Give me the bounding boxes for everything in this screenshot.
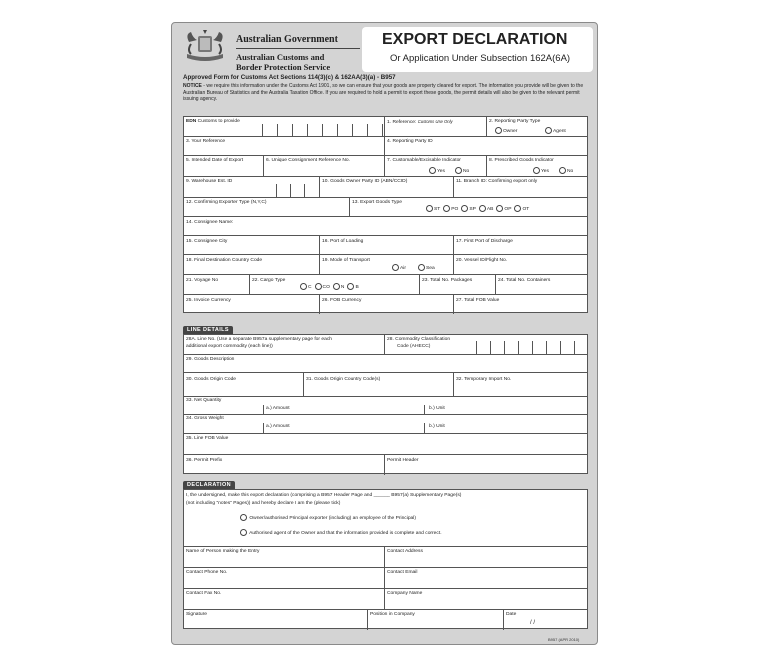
line-details-panel	[183, 334, 588, 474]
person-name-label: Name of Person making the Entry	[186, 549, 260, 554]
edn-tick	[292, 124, 293, 136]
cell-vessel-id[interactable]	[454, 255, 589, 274]
cargo-type-option-co	[315, 283, 330, 290]
prescribed-no-label: No	[567, 168, 574, 174]
header-fields-panel	[183, 116, 588, 313]
contact-fax-label: Contact Fax No.	[186, 591, 222, 596]
row-name-address	[184, 547, 587, 568]
total-containers-label: 24. Total No. Containers	[498, 278, 551, 283]
ahecc-label: 28. Commodity Classification	[387, 337, 451, 342]
cell-intended-date[interactable]	[184, 156, 264, 176]
government-name: Australian Government	[236, 34, 338, 45]
date-separators: / /	[530, 620, 536, 626]
goods-type-label-st: ST	[434, 206, 441, 212]
destination-country-label: 18. Final Destination Country Code	[186, 258, 263, 263]
form-subtitle: Or Application Under Subsection 162A(6A)	[390, 53, 571, 64]
gross-weight-label: 34. Gross Weight	[186, 416, 224, 421]
form-code-footer: B957 (APR 2010)	[548, 637, 580, 642]
owner-label: Owner	[503, 128, 518, 134]
cell-confirming-exporter[interactable]	[184, 198, 350, 216]
contact-phone-label: Contact Phone No.	[186, 570, 228, 575]
goods-type-radio-st[interactable]	[426, 205, 433, 212]
invoice-currency-label: 25. Invoice Currency	[186, 298, 231, 303]
notice-label: NOTICE	[183, 83, 202, 89]
contact-address-label: Contact Address	[387, 549, 423, 554]
cell-ucr[interactable]	[264, 156, 385, 176]
goods-type-radio-sp[interactable]	[461, 205, 468, 212]
reporting-party-id-label: 4. Reporting Party ID	[387, 139, 433, 144]
ahecc-tick	[490, 341, 491, 354]
row-signature	[184, 610, 587, 630]
confirming-exporter-label: 12. Confirming Exporter Type (N,Y,C)	[186, 200, 267, 205]
row-15-17	[184, 236, 587, 255]
warehouse-label: 9. Warehouse Est. ID	[186, 179, 233, 184]
cell-ahecc[interactable]	[385, 335, 589, 354]
line-no-label: 28A. Line No. (Use a separate B957a supplementary page for each	[186, 337, 332, 342]
edn-tick	[382, 124, 383, 136]
total-fob-label: 27. Total FOB Value	[456, 298, 500, 303]
cell-reporting-party-id[interactable]	[385, 137, 589, 155]
cargo-type-label-co: CO	[322, 284, 330, 290]
cell-your-reference[interactable]	[184, 137, 385, 155]
export-goods-type-options	[426, 205, 532, 212]
net-amount-label: a.) Amount	[266, 406, 290, 411]
goods-type-label-op: OP	[504, 206, 512, 212]
prescribed-yes-label: Yes	[541, 168, 549, 174]
temp-import-label: 32. Temporary Import No.	[456, 377, 512, 382]
goods-type-label-ot: OT	[522, 206, 530, 212]
edn-tick	[352, 124, 353, 136]
cell-goods-description[interactable]	[184, 355, 589, 372]
total-packages-label: 23. Total No. Packages	[422, 278, 473, 283]
cell-mode-of-transport	[320, 255, 454, 274]
ahecc-label-2: Code (AHECC)	[397, 344, 431, 349]
prescribed-label: 8. Prescribed Goods Indicator	[489, 158, 554, 163]
cell-consignee-city[interactable]	[184, 236, 320, 254]
owner-principal-radio[interactable]	[240, 514, 247, 521]
cell-person-name[interactable]	[184, 547, 385, 567]
edn-tick	[322, 124, 323, 136]
branch-id-label: 11. Branch ID: Confirming export only	[456, 179, 538, 184]
row-12-13	[184, 198, 587, 217]
declaration-text-2: (not including "notes" Pages)) and hereby declare I am the (please tick)	[186, 501, 341, 506]
gross-unit-label: b.) Unit	[429, 424, 445, 429]
cell-branch-id[interactable]	[454, 177, 589, 197]
prescribed-yes-radio[interactable]	[533, 167, 540, 174]
cell-cargo-type	[250, 275, 420, 294]
cell-permit-prefix[interactable]	[184, 455, 385, 475]
approved-form-line: Approved Form for Customs Act Sections 114(3)(c) & 162AA(3)(a) - B957	[183, 74, 396, 81]
goods-description-label: 29. Goods Description	[186, 357, 235, 362]
cell-export-goods-type	[350, 198, 589, 216]
ahecc-tick	[504, 341, 505, 354]
consignee-city-label: 15. Consignee City	[186, 239, 228, 244]
customable-yes-label: Yes	[437, 168, 445, 174]
cell-prescribed	[487, 156, 589, 176]
reporting-party-type-label: 2. Reporting Party Type	[489, 119, 541, 124]
signature-label: Signature	[186, 612, 207, 617]
row-36	[184, 455, 587, 475]
notice-body: - we require this information under the Customs Act 1901, so we can ensure that your goods are property cleared for export. The information you provide will be given to the Australian Bureau of Statistics and the Australia Taxation Office. If you are required to hold a permit to export these goods, the permit details will also be given to the relevant permit issuing agency.	[183, 83, 584, 103]
prescribed-no-radio[interactable]	[559, 167, 566, 174]
goods-type-radio-ot[interactable]	[514, 205, 521, 212]
row-33	[184, 397, 587, 415]
cell-fob-currency[interactable]	[320, 295, 454, 314]
cargo-type-option-n	[333, 283, 345, 290]
line-details-tag: LINE DETAILS	[183, 326, 233, 334]
cell-port-of-loading[interactable]	[320, 236, 454, 254]
mode-of-transport-label: 19. Mode of Transport	[322, 258, 370, 263]
consignee-name-label: 14. Consignee Name:	[186, 220, 234, 225]
cargo-type-radio-co[interactable]	[315, 283, 322, 290]
owner-radio[interactable]	[495, 127, 502, 134]
permit-prefix-label: 36. Permit Prefix	[186, 458, 223, 463]
port-of-loading-label: 16. Port of Loading	[322, 239, 364, 244]
header-divider	[236, 48, 360, 49]
row-30-32	[184, 373, 587, 397]
ahecc-tick	[560, 341, 561, 354]
goods-origin-label: 30. Goods Origin Code	[186, 377, 237, 382]
cell-edn[interactable]	[184, 117, 385, 136]
cell-reference[interactable]	[385, 117, 487, 136]
goods-type-option-po	[443, 205, 458, 212]
goods-type-radio-po[interactable]	[443, 205, 450, 212]
row-25-27	[184, 295, 587, 314]
row-18-20	[184, 255, 587, 275]
fob-currency-label: 26. FOB Currency	[322, 298, 362, 303]
customable-no-label: No	[463, 168, 470, 174]
goods-origin-country-label: 31. Goods Origin Country Code(s)	[306, 377, 381, 382]
cell-goods-owner[interactable]	[320, 177, 454, 197]
row-5-8	[184, 156, 587, 177]
net-quantity-label: 33. Net Quantity	[186, 398, 222, 403]
cell-voyage[interactable]	[184, 275, 250, 294]
gross-weight-amount-cell[interactable]	[263, 423, 425, 434]
cell-date[interactable]	[504, 610, 589, 630]
goods-type-label-ab: AB	[486, 206, 494, 212]
cell-warehouse[interactable]	[184, 177, 320, 197]
cell-destination-country[interactable]	[184, 255, 320, 274]
goods-type-label-po: PO	[451, 206, 459, 212]
row-21-24	[184, 275, 587, 295]
port-of-discharge-label: 17. First Port of Discharge	[456, 239, 513, 244]
cell-total-containers[interactable]	[496, 275, 589, 294]
reference-label: 1. Reference:	[387, 120, 417, 125]
air-radio[interactable]	[392, 264, 399, 271]
goods-type-radio-ab[interactable]	[479, 205, 486, 212]
form-title: EXPORT DECLARATION	[382, 31, 568, 48]
row-35	[184, 434, 587, 455]
cargo-type-label-c: C	[308, 284, 312, 290]
permit-header-label: Permit Header	[387, 458, 419, 463]
cell-port-of-discharge[interactable]	[454, 236, 589, 254]
cell-goods-origin[interactable]	[184, 373, 304, 396]
cargo-type-option-c	[300, 283, 312, 290]
edn-tick	[277, 124, 278, 136]
line-no-label-2: additional export commodity (each line))	[186, 344, 273, 349]
position-label: Position in Company	[370, 612, 415, 617]
goods-type-option-sp	[461, 205, 476, 212]
cargo-type-radio-c[interactable]	[300, 283, 307, 290]
goods-type-option-ot	[514, 205, 529, 212]
customable-no-radio[interactable]	[455, 167, 462, 174]
edn-label: EDN	[186, 119, 197, 124]
owner-principal-label: Owner/authorised Principal exporter (including) an employee of the Principal)	[249, 515, 416, 521]
cell-consignee-name[interactable]	[184, 217, 589, 235]
cell-contact-phone[interactable]	[184, 568, 385, 588]
agency-name-line1: Australian Customs and	[236, 52, 325, 62]
air-label: Air	[400, 265, 406, 271]
cargo-type-label: 22. Cargo Type	[252, 278, 286, 283]
warehouse-tick	[304, 184, 305, 197]
notice-text	[183, 83, 588, 103]
row-fax-company	[184, 589, 587, 610]
agent-radio[interactable]	[545, 127, 552, 134]
cell-goods-origin-country[interactable]	[304, 373, 454, 396]
date-label: Date	[506, 612, 517, 617]
agent-label: Agent	[553, 128, 566, 134]
customable-label: 7. Customable/Excisable Indicator	[387, 158, 461, 163]
cargo-type-options	[300, 283, 362, 290]
ahecc-tick	[546, 341, 547, 354]
cargo-type-option-b	[347, 283, 358, 290]
customable-yes-radio[interactable]	[429, 167, 436, 174]
cell-temp-import[interactable]	[454, 373, 589, 396]
edn-tick	[262, 124, 263, 136]
cargo-type-radio-n[interactable]	[333, 283, 340, 290]
your-reference-label: 3. Your Reference	[186, 139, 226, 144]
cargo-type-radio-b[interactable]	[347, 283, 354, 290]
gross-amount-label: a.) Amount	[266, 424, 290, 429]
goods-owner-label: 10. Goods Owner Party ID (ABN/CCID)	[322, 179, 408, 184]
row-14	[184, 217, 587, 236]
cell-customable	[385, 156, 487, 176]
cell-contact-address[interactable]	[385, 547, 589, 567]
warehouse-tick	[276, 184, 277, 197]
declaration-text-1: I, the undersigned, make this export declaration (comprising a B957 Header Page and ______ B957(a) Supplementary Page(s)	[186, 493, 462, 498]
goods-type-option-op	[496, 205, 511, 212]
intended-date-label: 5. Intended Date of Export	[186, 158, 244, 163]
edn-tick	[367, 124, 368, 136]
voyage-label: 21. Voyage No	[186, 278, 219, 283]
row-9-11	[184, 177, 587, 198]
declaration-tag: DECLARATION	[183, 481, 235, 489]
agency-name-line2: Border Protection Service	[236, 62, 331, 72]
row-28	[184, 335, 587, 355]
authorised-agent-label: Authorised agent of the Owner and that the information provided is complete and correct.	[249, 530, 442, 536]
row-3-4	[184, 137, 587, 156]
row-29	[184, 355, 587, 373]
declaration-panel	[183, 489, 588, 629]
ahecc-tick	[476, 341, 477, 354]
warehouse-tick	[290, 184, 291, 197]
edn-tick	[337, 124, 338, 136]
ahecc-tick	[518, 341, 519, 354]
goods-type-radio-op[interactable]	[496, 205, 503, 212]
cell-company-name[interactable]	[385, 589, 589, 609]
net-quantity-amount-cell[interactable]	[263, 405, 425, 415]
company-name-label: Company Name	[387, 591, 423, 596]
edn-tick	[307, 124, 308, 136]
cell-total-packages[interactable]	[420, 275, 496, 294]
line-fob-label: 35. Line FOB Value	[186, 436, 229, 441]
vessel-id-label: 20. Vessel ID/Flight No.	[456, 258, 508, 263]
sea-radio[interactable]	[418, 264, 425, 271]
authorised-agent-radio[interactable]	[240, 529, 247, 536]
row-declaration-text	[184, 490, 587, 547]
sea-label: Sea	[426, 265, 435, 271]
contact-email-label: Contact Email	[387, 570, 418, 575]
cell-position[interactable]	[368, 610, 504, 630]
row-phone-email	[184, 568, 587, 589]
row-34	[184, 415, 587, 434]
ucr-label: 6. Unique Consignment Reference No.	[266, 158, 351, 163]
net-unit-label: b.) Unit	[429, 406, 445, 411]
ahecc-tick	[532, 341, 533, 354]
cargo-type-label-n: N	[340, 284, 345, 290]
cell-signature[interactable]	[184, 610, 368, 630]
cell-line-no[interactable]	[184, 335, 385, 354]
goods-type-option-ab	[479, 205, 494, 212]
cargo-type-label-b: B	[355, 284, 359, 290]
cell-reporting-party-type	[487, 117, 589, 136]
cell-total-fob[interactable]	[454, 295, 589, 314]
row-edn	[184, 117, 587, 137]
coat-of-arms-icon	[183, 28, 227, 64]
cell-invoice-currency[interactable]	[184, 295, 320, 314]
edn-rest: Customs to provide	[196, 119, 240, 124]
cell-permit-header[interactable]	[385, 455, 589, 475]
customs-use-only: Customs Use Only	[417, 119, 453, 124]
export-goods-type-label: 13. Export Goods Type	[352, 200, 402, 205]
cell-line-fob[interactable]	[184, 434, 589, 454]
ahecc-tick	[574, 341, 575, 354]
cell-contact-fax[interactable]	[184, 589, 385, 609]
cell-contact-email[interactable]	[385, 568, 589, 588]
goods-type-label-sp: SP	[469, 206, 476, 212]
goods-type-option-st	[426, 205, 440, 212]
